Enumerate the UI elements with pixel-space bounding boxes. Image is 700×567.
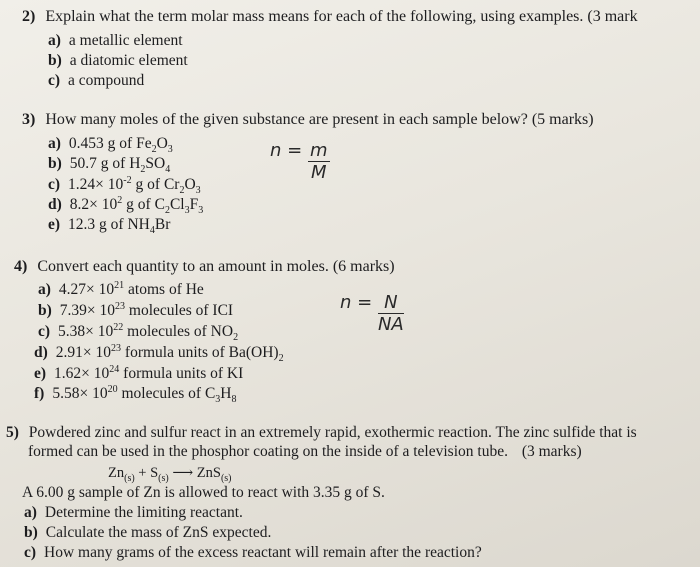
q3-item-e: e) 12.3 g of $NH_4Br$ <box>48 216 171 237</box>
q4-note-numerator: N <box>378 292 404 314</box>
q2-number: 2) <box>22 8 36 25</box>
q4-item-a: a) $4.27\times 10^{21}$ atoms of He <box>38 279 204 298</box>
q5-heading-line2: formed can be used in the phosphor coating on the inside of a television tube. (3 marks) <box>28 443 582 460</box>
q4-item-c: c) $5.38\times 10^{22}$ molecules of $NO_2$ <box>38 321 239 344</box>
q4-note-denominator: NA <box>377 314 404 335</box>
q3-heading <box>22 111 594 129</box>
q5-text-line1: Powdered zinc and sulfur react in an extremely rapid, exothermic reaction. The zinc sulfide that is <box>28 424 637 441</box>
q3-text: How many moles of the given substance are present in each sample below? (5 marks) <box>45 111 594 128</box>
q3-item-c: c) $1.24\times 10^{-2}$ g of $Cr_2O_3$ <box>48 174 201 197</box>
q4-heading <box>14 258 395 276</box>
q4-handwritten-formula: n = $\frac{N}{NA}$ <box>340 292 404 335</box>
q4-number: 4) <box>14 258 28 275</box>
q2-item-c: c) a compound <box>48 72 145 89</box>
q3-note-denominator: M <box>310 162 327 183</box>
q3-item-d: d) $8.2\times 10^2$ g of $C_2Cl_3F_3$ <box>48 194 204 217</box>
q4-item-b: b) $7.39\times 10^{23}$ molecules of ICI <box>38 300 234 319</box>
q2-heading <box>22 8 638 26</box>
q3-handwritten-formula: n = $\frac{m}{M}$ <box>270 140 328 183</box>
q5-given: A 6.00 g sample of Zn is allowed to react with 3.35 g of S. <box>22 484 385 501</box>
q2-text: Explain what the term molar mass means for each of the following, using examples. <box>45 8 584 25</box>
q5-number: 5) <box>6 424 19 441</box>
q3-item-b: b) 50.7 g of $H_2SO_4$ <box>48 155 171 176</box>
q3-note-numerator: m <box>309 140 328 161</box>
q2-marks: (3 mark <box>587 8 638 25</box>
q5-item-b: b) Calculate the mass of ZnS expected. <box>24 524 272 541</box>
q5-equation: $Zn_{(s)} + S_{(s)}$ ⟶ ZnS$_{(s)}$ <box>108 465 232 484</box>
q4-item-f: f) $5.58\times 10^{20}$ molecules of $C_3H_8$ <box>34 383 237 406</box>
q4-item-e: e) $1.62\times 10^{24}$ formula units of KI <box>34 363 244 382</box>
q4-text: Convert each quantity to an amount in moles. (6 marks) <box>37 258 395 275</box>
q3-item-a: a) 0.453 g of $Fe_2O_3$ <box>48 135 173 156</box>
q5-item-c: c) How many grams of the excess reactant will remain after the reaction? <box>24 544 482 561</box>
q5-marks: (3 marks) <box>521 443 582 460</box>
q3-number: 3) <box>22 111 36 128</box>
q5-heading-line1 <box>6 424 637 442</box>
q4-item-d: d) $2.91\times 10^{23}$ formula units of $Ba(OH)_2$ <box>34 342 284 365</box>
q2-item-b: b) a diatomic element <box>48 52 188 69</box>
q2-item-a: a) a metallic element <box>48 32 183 49</box>
q5-item-a: a) Determine the limiting reactant. <box>24 504 243 521</box>
